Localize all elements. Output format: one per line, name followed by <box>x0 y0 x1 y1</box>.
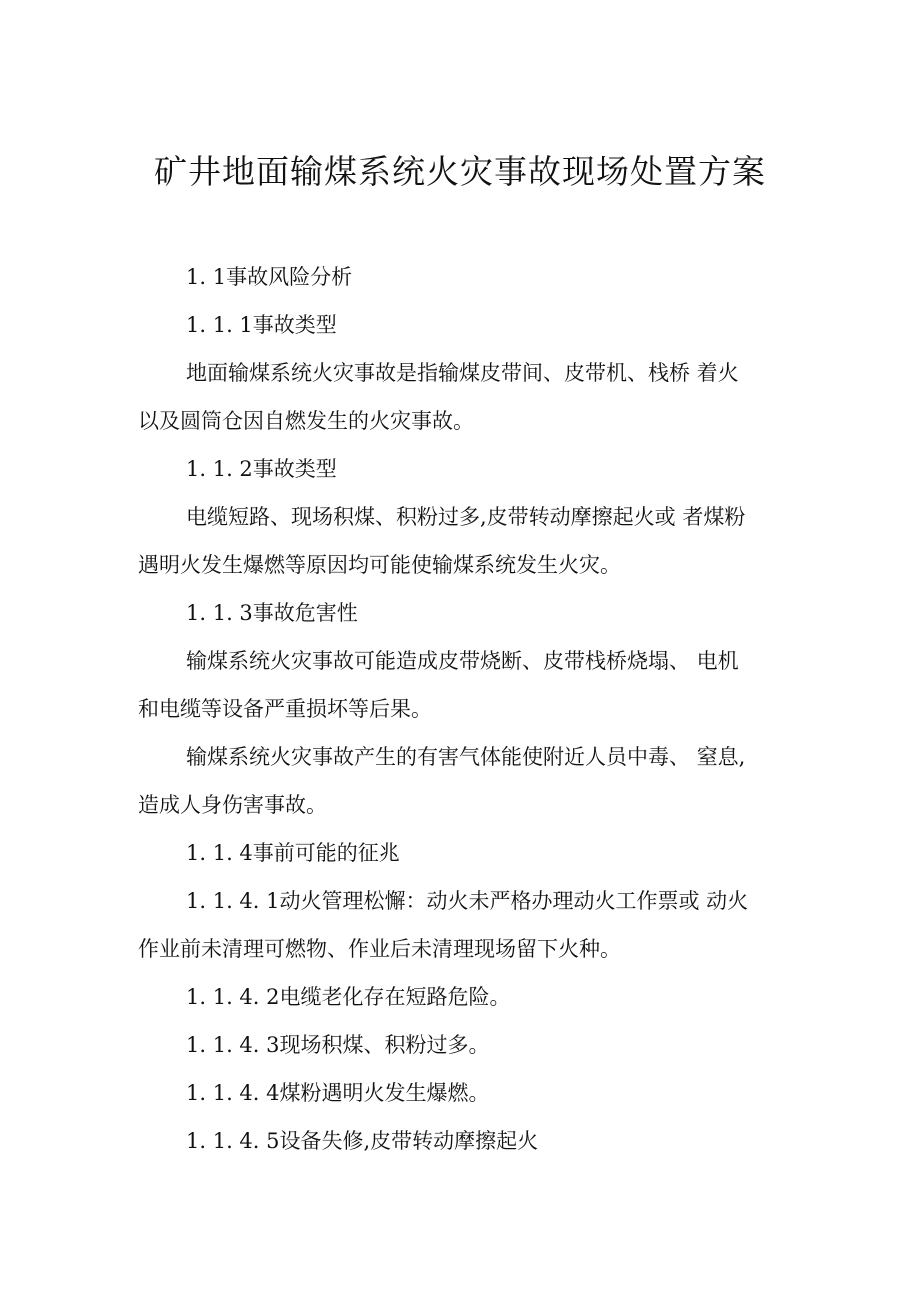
paragraph-line: 输煤系统火灾事故产生的有害气体能使附近人员中毒、 窒息, <box>186 745 746 769</box>
paragraph <box>138 349 788 445</box>
paragraph-line: 作业前未清理可燃物、作业后未清理现场留下火种。 <box>138 937 621 961</box>
heading-1-1-3 <box>138 589 788 637</box>
heading-1-1 <box>138 253 788 301</box>
paragraph-line: 造成人身伤害事故。 <box>138 793 327 817</box>
list-item <box>138 1117 788 1165</box>
paragraph-line: 1. 1. 4事前可能的征兆 <box>186 841 400 865</box>
paragraph-line: 输煤系统火灾事故可能造成皮带烧断、皮带栈桥烧塌、 电机 <box>186 649 739 673</box>
paragraph-line: 1. 1. 4. 2电缆老化存在短路危险。 <box>186 985 511 1009</box>
heading-1-1-2 <box>138 445 788 493</box>
paragraph <box>138 637 788 733</box>
paragraph-line: 1. 1. 4. 5设备失修,皮带转动摩擦起火 <box>186 1129 539 1153</box>
paragraph-line: 1. 1. 4. 3现场积煤、积粉过多。 <box>186 1033 490 1057</box>
paragraph-line: 和电缆等设备严重损坏等后果。 <box>138 697 432 721</box>
paragraph-line: 地面输煤系统火灾事故是指输煤皮带间、皮带机、栈桥 着火 <box>186 361 739 385</box>
paragraph-line: 1. 1. 3事故危害性 <box>186 601 358 625</box>
paragraph-line: 1. 1. 1事故类型 <box>186 313 337 337</box>
list-item <box>138 973 788 1021</box>
list-item <box>138 1069 788 1117</box>
paragraph-line: 1. 1事故风险分析 <box>186 265 353 289</box>
paragraph-line: 以及圆筒仓因自燃发生的火灾事故。 <box>138 409 474 433</box>
paragraph-line: 电缆短路、现场积煤、积粉过多,皮带转动摩擦起火或 者煤粉 <box>186 505 746 529</box>
heading-1-1-1 <box>138 301 788 349</box>
paragraph <box>138 877 788 973</box>
document-title: 矿井地面输煤系统火灾事故现场处置方案 <box>154 152 766 191</box>
document-body <box>138 253 788 1165</box>
paragraph-line: 1. 1. 2事故类型 <box>186 457 337 481</box>
heading-1-1-4 <box>138 829 788 877</box>
paragraph <box>138 493 788 589</box>
list-item <box>138 1021 788 1069</box>
paragraph-line: 遇明火发生爆燃等原因均可能使输煤系统发生火灾。 <box>138 553 621 577</box>
paragraph-line: 1. 1. 4. 1动火管理松懈：动火未严格办理动火工作票或 动火 <box>186 889 749 913</box>
paragraph <box>138 733 788 829</box>
paragraph-line: 1. 1. 4. 4煤粉遇明火发生爆燃。 <box>186 1081 490 1105</box>
